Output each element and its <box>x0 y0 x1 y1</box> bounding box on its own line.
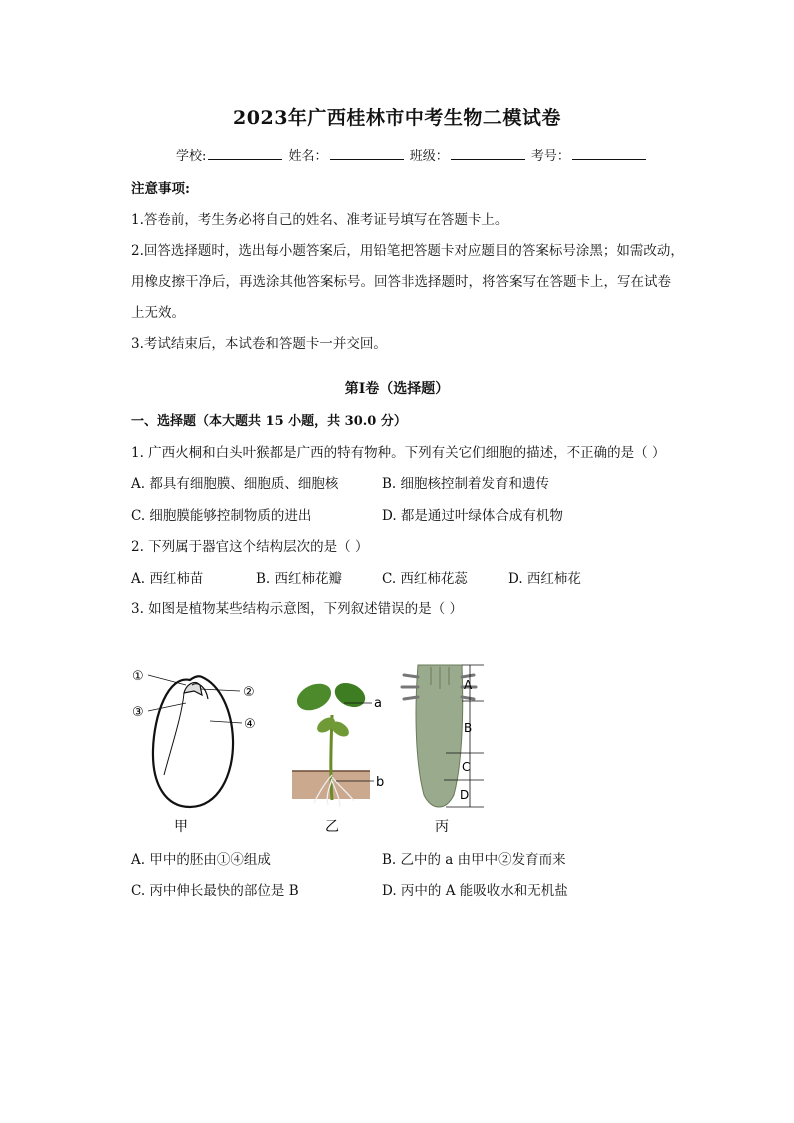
seedling-label-b: b <box>376 775 385 790</box>
note-item-2-line-2: 用橡皮擦干净后，再选涂其他答案标号。回答非选择题时，将答案写在答题卡上，写在试卷 <box>131 274 671 290</box>
root-label-c: C <box>462 760 471 774</box>
note-item-2-line-1: 2.回答选择题时，选出每小题答案后，用铅笔把答题卡对应题目的答案标号涂黑；如需改动， <box>131 243 684 259</box>
class-label: 班级： <box>409 149 449 164</box>
seed-diagram <box>132 669 256 807</box>
question-1-option-a[interactable]: A. 都具有细胞膜、细胞质、细胞核 <box>131 476 339 492</box>
question-3-option-c[interactable]: C. 丙中伸长最快的部位是 B <box>131 883 299 899</box>
leader-3 <box>148 703 186 711</box>
question-3-stem: 3. 如图是植物某些结构示意图，下列叙述错误的是（ ） <box>131 601 463 617</box>
leader-4 <box>210 721 242 723</box>
root-label-b: B <box>464 721 473 735</box>
seed-label-1: ① <box>132 669 144 684</box>
exam-number-label: 考号： <box>530 149 570 164</box>
caption-jia: 甲 <box>174 819 188 835</box>
question-1-option-c[interactable]: C. 细胞膜能够控制物质的进出 <box>131 508 312 524</box>
question-2-option-b[interactable]: B. 西红柿花瓣 <box>256 571 343 587</box>
note-item-2-line-3: 上无效。 <box>131 305 185 321</box>
root-label-a: A <box>464 678 473 692</box>
seed-outline <box>153 676 233 807</box>
seedling-diagram <box>292 678 384 807</box>
question-3-option-d[interactable]: D. 丙中的 A 能吸收水和无机盐 <box>382 883 568 899</box>
question-2-option-a[interactable]: A. 西红柿苗 <box>131 571 204 587</box>
caption-bing: 丙 <box>435 819 449 835</box>
question-2-option-d[interactable]: D. 西红柿花 <box>508 571 581 587</box>
seedling-leaf-right <box>331 678 369 711</box>
caption-yi: 乙 <box>325 819 339 835</box>
student-info-line <box>176 145 648 164</box>
exam-number-blank[interactable] <box>572 147 646 160</box>
leader-2 <box>200 689 240 691</box>
question-1-option-d[interactable]: D. 都是通过叶绿体合成有机物 <box>382 508 563 524</box>
seed-label-3: ③ <box>132 705 144 720</box>
question-2-stem: 2. 下列属于器官这个结构层次的是（ ） <box>131 539 369 555</box>
seedling-label-a: a <box>374 696 382 711</box>
question-3-option-b[interactable]: B. 乙中的 a 由甲中②发育而来 <box>382 852 566 868</box>
root-tip-diagram <box>402 665 484 807</box>
class-blank[interactable] <box>451 147 525 160</box>
question-1-option-b[interactable]: B. 细胞核控制着发育和遗传 <box>382 476 550 492</box>
root-label-d: D <box>460 788 470 802</box>
note-item-1: 1.答卷前，考生务必将自己的姓名、准考证号填写在答题卡上。 <box>131 212 509 228</box>
part-1-title: 第Ⅰ卷（选择题） <box>344 381 450 397</box>
question-3-option-a[interactable]: A. 甲中的胚由①④组成 <box>131 852 271 868</box>
notes-heading: 注意事项: <box>131 181 190 197</box>
note-item-3: 3.考试结束后，本试卷和答题卡一并交回。 <box>131 336 387 352</box>
school-blank[interactable] <box>208 147 282 160</box>
root-tip-body <box>416 665 463 807</box>
plant-structure-figure <box>128 655 498 837</box>
question-1-stem: 1. 广西火桐和白头叶猴都是广西的特有物种。下列有关它们细胞的描述，不正确的是（ ） <box>131 445 666 461</box>
page-title: 2023年广西桂林市中考生物二模试卷 <box>233 107 561 129</box>
seed-label-4: ④ <box>244 717 256 732</box>
name-label: 姓名： <box>288 149 328 164</box>
question-2-option-c[interactable]: C. 西红柿花蕊 <box>382 571 468 587</box>
plant-figure-svg <box>128 655 498 837</box>
school-label: 学校: <box>176 149 207 164</box>
name-blank[interactable] <box>330 147 404 160</box>
seedling-leaf-left <box>293 679 336 716</box>
seed-label-2: ② <box>243 685 255 700</box>
section-heading: 一、选择题（本大题共 15 小题，共 30.0 分） <box>131 414 407 429</box>
